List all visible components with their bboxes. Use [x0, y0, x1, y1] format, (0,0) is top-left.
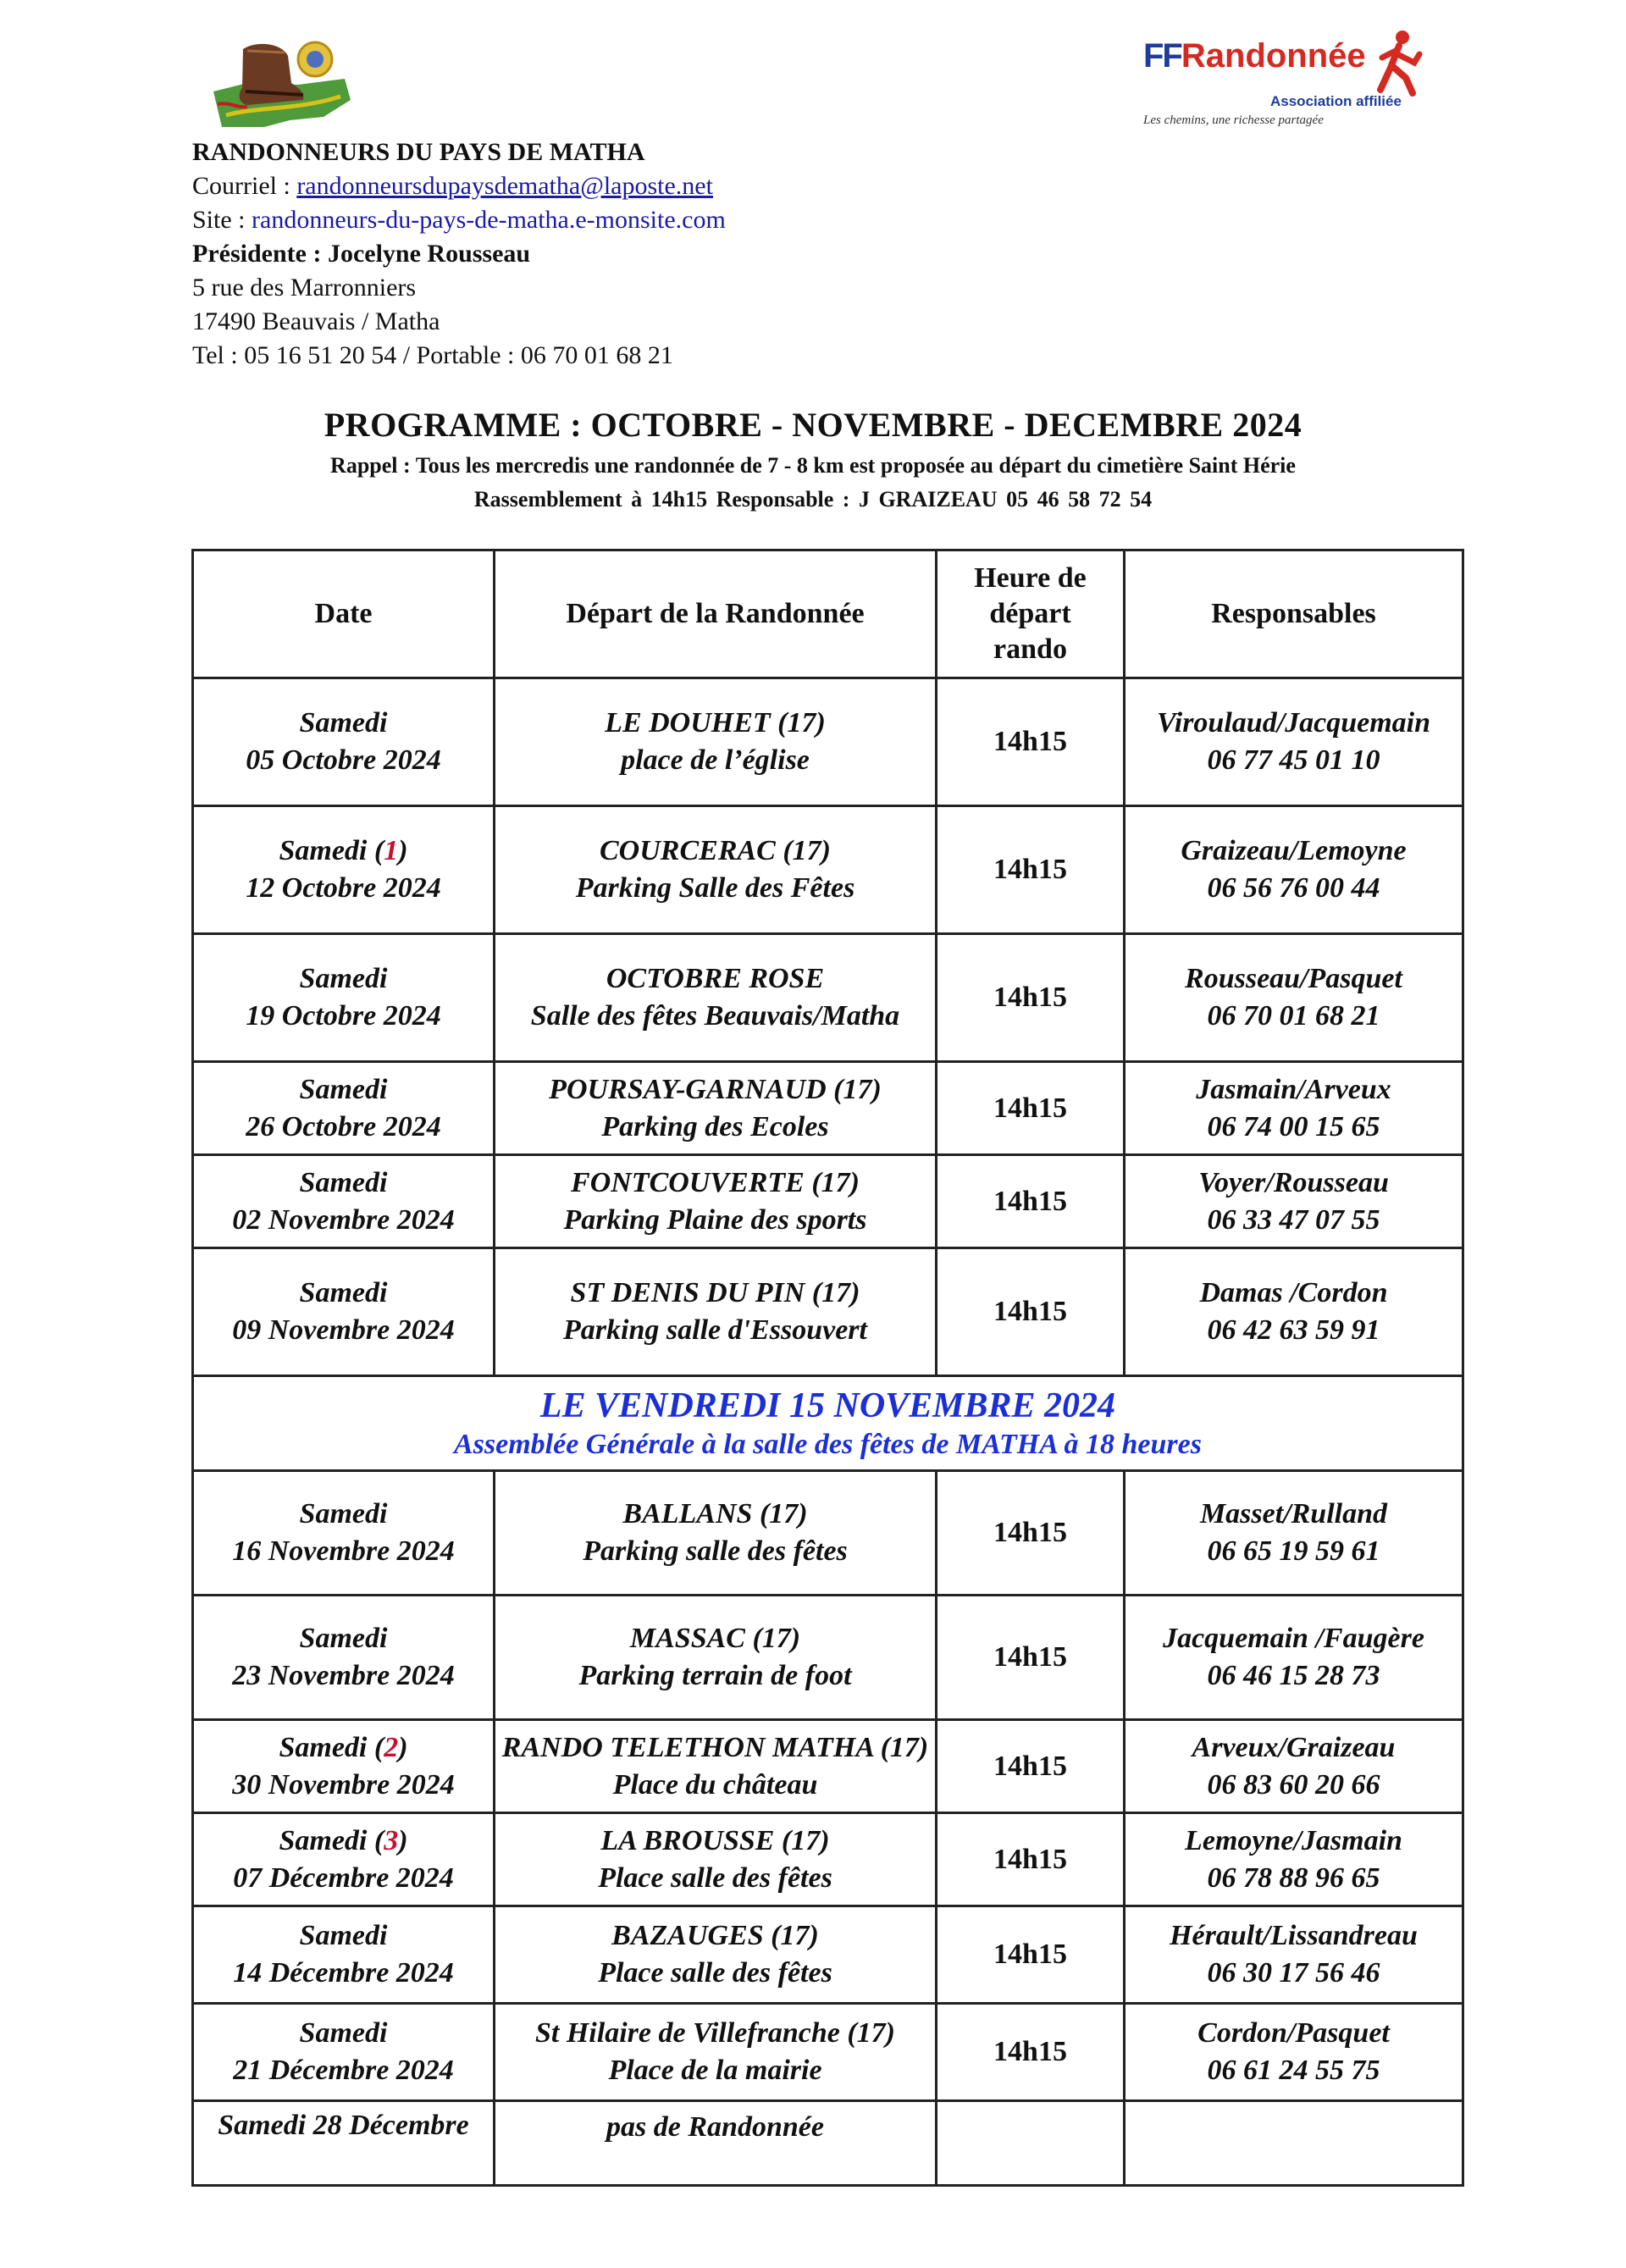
cell-depart: [495, 678, 937, 806]
cell-date: [193, 1720, 495, 1813]
site-line: [192, 203, 726, 237]
cell-time: 14h15: [937, 806, 1125, 934]
depart-detail: Parking salle des fêtes: [583, 1535, 848, 1567]
header-heure-line-3: rando: [993, 633, 1067, 665]
cell-responsables: [1125, 1155, 1463, 1248]
depart-detail: Parking terrain de foot: [578, 1660, 852, 1691]
date-day-text: Samedi: [299, 1166, 388, 1198]
responsables-phone: 06 61 24 55 75: [1207, 2055, 1380, 2086]
responsables-names: Voyer/Rousseau: [1198, 1166, 1389, 1198]
date-full: 07 Décembre 2024: [233, 1861, 454, 1894]
date-full: 23 Novembre 2024: [232, 1660, 455, 1691]
date-day: [194, 1496, 493, 1533]
programme-title: PROGRAMME : OCTOBRE - NOVEMBRE - DECEMBRE 2024: [324, 406, 1302, 444]
date-full: 26 Octobre 2024: [246, 1110, 441, 1142]
general-assembly-subtitle: Assemblée Générale à la salle des fêtes de MATHA à 18 heures: [454, 1428, 1202, 1460]
cell-time: 14h15: [937, 934, 1125, 1062]
header-heure: [937, 550, 1125, 678]
general-assembly-row: [193, 1376, 1463, 1471]
date-full: 05 Octobre 2024: [246, 744, 441, 776]
date-day-text: Samedi: [299, 1920, 388, 1951]
cell-date: [193, 1471, 495, 1596]
date-full: 14 Décembre 2024: [233, 1957, 454, 1989]
header-depart: Départ de la Randonnée: [495, 550, 937, 678]
last-section: [193, 2101, 1463, 2186]
note-mark: 1: [384, 835, 399, 866]
cell-responsables: [1125, 1596, 1463, 1720]
cell-time: 14h15: [937, 1906, 1125, 2004]
cell-depart: [495, 1248, 937, 1376]
table-row: [193, 1813, 1463, 1906]
date-day: Samedi (3): [279, 1824, 408, 1856]
depart-detail: Parking salle d'Essouvert: [563, 1314, 867, 1346]
date-day: [194, 1071, 493, 1109]
site-link[interactable]: randonneurs-du-pays-de-matha.e-monsite.com: [252, 206, 726, 234]
date-full: 16 Novembre 2024: [232, 1535, 455, 1567]
table-row-no-hike: [193, 2101, 1463, 2186]
schedule-rows-before: [193, 678, 1463, 1376]
cell-date: [193, 1062, 495, 1155]
header-heure-line-1: Heure de: [974, 562, 1087, 594]
date-day: [194, 1275, 493, 1312]
depart-place: BAZAUGES (17): [611, 1920, 819, 1951]
depart-place: BALLANS (17): [622, 1498, 808, 1530]
ffr-randonnee-text: Randonnée: [1181, 37, 1366, 75]
cell-time: 14h15: [937, 1596, 1125, 1720]
date-full: 21 Décembre 2024: [233, 2055, 454, 2086]
date-day-text: Samedi: [299, 2017, 388, 2049]
cell-depart: [495, 1813, 937, 1906]
date-day: [194, 960, 493, 998]
address-street: 5 rue des Marronniers: [192, 274, 417, 301]
depart-detail: Salle des fêtes Beauvais/Matha: [530, 1000, 900, 1032]
date-full: 19 Octobre 2024: [246, 1000, 441, 1032]
responsables-phone: 06 56 76 00 44: [1207, 872, 1380, 904]
cell-date: Samedi 28 Décembre: [193, 2101, 495, 2186]
header-responsables: Responsables: [1125, 550, 1463, 678]
address-city: 17490 Beauvais / Matha: [192, 307, 440, 335]
responsables-phone: 06 42 63 59 91: [1207, 1314, 1380, 1346]
cell-time: 14h15: [937, 1155, 1125, 1248]
depart-place: OCTOBRE ROSE: [606, 963, 825, 994]
depart-place: LE DOUHET (17): [605, 707, 826, 738]
table-row: [193, 806, 1463, 934]
cell-responsables: [1125, 678, 1463, 806]
cell-depart: [495, 934, 937, 1062]
depart-place: St Hilaire de Villefranche (17): [535, 2017, 895, 2049]
depart-detail: Parking des Ecoles: [601, 1110, 829, 1142]
banner-section: [193, 1376, 1463, 1471]
date-day: Samedi (1): [279, 835, 408, 866]
responsables-names: Masset/Rulland: [1199, 1498, 1388, 1530]
cell-responsables: [1125, 1906, 1463, 2004]
hike-schedule-table: [191, 549, 1464, 2187]
date-day-text: Samedi: [299, 1073, 388, 1105]
cell-depart: [495, 1062, 937, 1155]
responsables-names: Rousseau/Pasquet: [1185, 963, 1402, 994]
cell-depart: pas de Randonnée: [495, 2101, 937, 2186]
responsables-names: Lemoyne/Jasmain: [1185, 1824, 1402, 1856]
cell-date: [193, 934, 495, 1062]
table-row: [193, 2004, 1463, 2101]
responsables-names: Jasmain/Arveux: [1196, 1073, 1391, 1105]
responsables-phone: 06 83 60 20 66: [1207, 1768, 1380, 1801]
date-day-text: Samedi: [299, 1277, 388, 1308]
depart-detail: Place salle des fêtes: [598, 1861, 832, 1894]
date-day-text: Samedi (: [279, 1731, 384, 1763]
ffrandonnee-logo: [1143, 24, 1431, 151]
responsables-phone: 06 77 45 01 10: [1207, 744, 1380, 776]
club-contact: [192, 136, 726, 373]
cell-responsables: [1125, 1720, 1463, 1813]
cell-time: 14h15: [937, 1471, 1125, 1596]
table-row: [193, 678, 1463, 806]
wednesday-reminder: Rappel : Tous les mercredis une randonnée de 7 - 8 km est proposée au départ du cimetière Saint Hérie: [330, 453, 1296, 478]
ffr-slogan: Les chemins, une richesse partagée: [1143, 113, 1324, 127]
cell-responsables: [1125, 1062, 1463, 1155]
cell-time: [937, 2101, 1125, 2186]
table-row: [193, 934, 1463, 1062]
cell-time: 14h15: [937, 678, 1125, 806]
cell-responsables: [1125, 1471, 1463, 1596]
date-day-text: Samedi: [299, 1623, 388, 1654]
table-row: [193, 1596, 1463, 1720]
depart-detail: Place de la mairie: [608, 2055, 822, 2086]
table-row: [193, 1906, 1463, 2004]
responsables-phone: 06 33 47 07 55: [1207, 1203, 1380, 1236]
ffr-ff-text: FF: [1143, 37, 1181, 75]
cell-depart: [495, 1906, 937, 2004]
date-day: [194, 705, 493, 742]
ffrandonnee-wordmark: [1143, 37, 1366, 75]
responsables-names: Viroulaud/Jacquemain: [1156, 707, 1431, 738]
date-day: [194, 2015, 493, 2052]
date-day: Samedi (2): [279, 1731, 408, 1763]
gathering-info: Rassemblement à 14h15 Responsable : J GRAIZEAU 05 46 58 72 54: [473, 487, 1153, 512]
table-row: [193, 1155, 1463, 1248]
cell-date: [193, 1155, 495, 1248]
cell-depart: [495, 1596, 937, 1720]
responsables-names: Graizeau/Lemoyne: [1181, 835, 1407, 866]
date-day-text: Samedi (: [279, 1824, 384, 1856]
responsables-names: Jacquemain /Faugère: [1163, 1623, 1424, 1654]
email-line: [192, 169, 726, 203]
depart-detail: place de l’église: [621, 744, 810, 776]
cell-depart: [495, 1155, 937, 1248]
date-day-text: Samedi (: [279, 835, 384, 866]
walker-icon: [1372, 29, 1424, 97]
depart-place: COURCERAC (17): [600, 835, 831, 866]
responsables-names: Hérault/Lissandreau: [1170, 1920, 1418, 1951]
cell-depart: [495, 1471, 937, 1596]
responsables-names: Arveux/Graizeau: [1192, 1731, 1396, 1763]
site-label: Site :: [192, 206, 252, 234]
depart-place: FONTCOUVERTE (17): [571, 1166, 860, 1198]
responsables-phone: 06 65 19 59 61: [1207, 1535, 1380, 1567]
responsables-phone: 06 30 17 56 46: [1207, 1957, 1380, 1989]
note-mark: 2: [384, 1731, 399, 1763]
cell-date: [193, 1813, 495, 1906]
cell-responsables: [1125, 1813, 1463, 1906]
phone-numbers: Tel : 05 16 51 20 54 / Portable : 06 70 01 68 21: [192, 341, 673, 369]
responsables-names: Damas /Cordon: [1199, 1277, 1388, 1308]
table-header-row: [193, 550, 1463, 678]
depart-detail: Parking Salle des Fêtes: [575, 872, 855, 904]
date-day-text: Samedi: [299, 963, 388, 994]
club-logo-boot-icon: [196, 32, 357, 136]
schedule-rows-after: [193, 1471, 1463, 2101]
president-name: Présidente : Jocelyne Rousseau: [192, 240, 531, 268]
club-name: RANDONNEURS DU PAYS DE MATHA: [192, 138, 645, 166]
depart-place: RANDO TELETHON MATHA (17): [501, 1731, 929, 1763]
cell-depart: [495, 1720, 937, 1813]
cell-date: [193, 2004, 495, 2101]
responsables-phone: 06 46 15 28 73: [1207, 1660, 1380, 1691]
cell-responsables: [1125, 1248, 1463, 1376]
cell-responsables: [1125, 2004, 1463, 2101]
depart-place: POURSAY-GARNAUD (17): [549, 1073, 882, 1105]
cell-time: 14h15: [937, 1062, 1125, 1155]
table-row: [193, 1062, 1463, 1155]
depart-detail: Place salle des fêtes: [598, 1957, 832, 1989]
cell-depart: [495, 806, 937, 934]
responsables-phone: 06 74 00 15 65: [1207, 1110, 1380, 1142]
responsables-names: Cordon/Pasquet: [1197, 2017, 1390, 2049]
date-day: [194, 1164, 493, 1202]
table-row: [193, 1720, 1463, 1813]
email-label: Courriel :: [192, 172, 297, 200]
cell-depart: [495, 2004, 937, 2101]
cell-date: [193, 806, 495, 934]
cell-time: 14h15: [937, 2004, 1125, 2101]
cell-responsables: [1125, 934, 1463, 1062]
responsables-phone: 06 70 01 68 21: [1207, 1000, 1380, 1032]
cell-time: 14h15: [937, 1720, 1125, 1813]
table-row: [193, 1471, 1463, 1596]
cell-time: 14h15: [937, 1813, 1125, 1906]
cell-date: [193, 678, 495, 806]
general-assembly-title: LE VENDREDI 15 NOVEMBRE 2024: [539, 1386, 1116, 1425]
header-date: Date: [193, 550, 495, 678]
cell-date: [193, 1248, 495, 1376]
depart-place: LA BROUSSE (17): [600, 1824, 830, 1856]
header-heure-line-2: départ: [989, 598, 1071, 629]
date-day-text: Samedi: [299, 707, 388, 738]
depart-detail: Parking Plaine des sports: [563, 1203, 867, 1236]
cell-responsables: [1125, 2101, 1463, 2186]
depart-place: ST DENIS DU PIN (17): [570, 1277, 860, 1308]
cell-time: 14h15: [937, 1248, 1125, 1376]
general-assembly-cell: [193, 1376, 1463, 1471]
date-day: [194, 1620, 493, 1657]
cell-responsables: [1125, 806, 1463, 934]
depart-place: MASSAC (17): [629, 1623, 801, 1654]
date-full: 30 Novembre 2024: [232, 1768, 455, 1801]
date-full: 12 Octobre 2024: [246, 872, 441, 904]
note-mark: 3: [384, 1824, 399, 1856]
date-day-text: Samedi: [299, 1498, 388, 1530]
cell-date: [193, 1596, 495, 1720]
cell-date: [193, 1906, 495, 2004]
date-full: 09 Novembre 2024: [232, 1314, 455, 1346]
date-full: 02 Novembre 2024: [232, 1203, 455, 1236]
ffr-affiliation: Association affiliée: [1270, 93, 1402, 109]
depart-detail: Place du château: [612, 1768, 818, 1801]
date-day: [194, 1917, 493, 1955]
table-row: [193, 1248, 1463, 1376]
responsables-phone: 06 78 88 96 65: [1207, 1861, 1380, 1894]
email-link[interactable]: randonneursdupaysdematha@laposte.net: [296, 172, 713, 200]
